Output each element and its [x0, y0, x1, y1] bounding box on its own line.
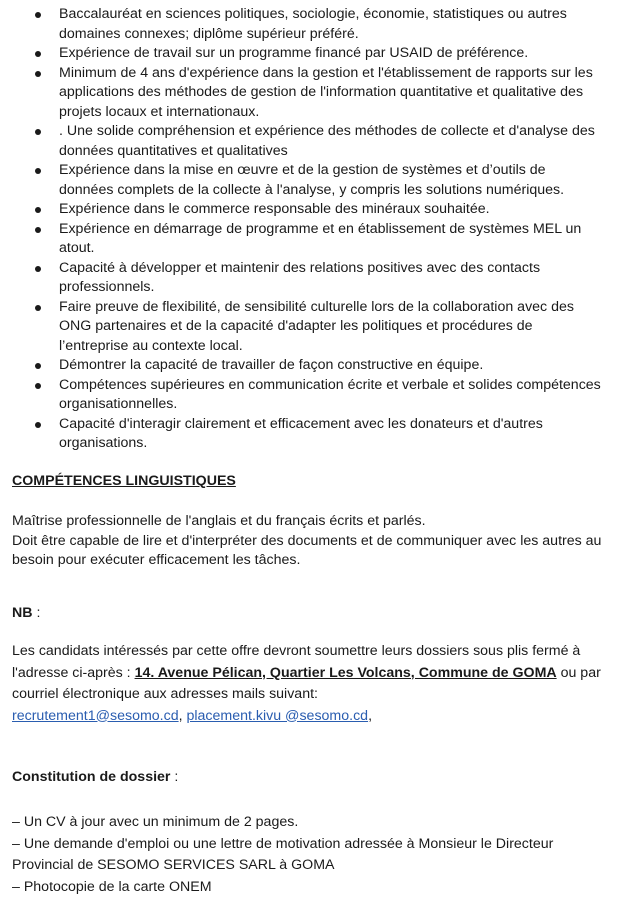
- languages-line-1: Maîtrise professionnelle de l'anglais et du français écrits et parlés.: [12, 512, 608, 532]
- list-item: Minimum de 4 ans d'expérience dans la gestion et l'établissement de rapports sur les applications des méthodes de gestion de l'information quantitative et qualitative des projets locaux et internationaux.: [0, 64, 620, 123]
- list-item: Expérience dans le commerce responsable des minéraux souhaitée.: [0, 200, 620, 220]
- dossier-suffix: :: [170, 769, 178, 785]
- list-item: Faire preuve de flexibilité, de sensibilité culturelle lors de la collaboration avec des ONG partenaires et de la capacité d'adapter les politiques et procédures de l’entreprise au contexte local.: [0, 298, 620, 357]
- dossier-item: – Photocopie de la carte ONEM: [12, 877, 608, 898]
- list-item: Capacité d'interagir clairement et efficacement avec les donateurs et d'autres organisations.: [0, 415, 620, 454]
- dossier-label: Constitution de dossier: [12, 769, 170, 785]
- list-item: Expérience dans la mise en œuvre et de la gestion de systèmes et d’outils de données complets de la collecte à l'analyse, y compris les solutions numériques.: [0, 161, 620, 200]
- email-trailing: ,: [368, 708, 372, 724]
- email-link-recrutement[interactable]: recrutement1@sesomo.cd: [12, 708, 179, 724]
- nb-text-before: Les candidats intéressés par cette offre devront soumettre leurs dossiers sous plis fermé à l'adresse ci-après :: [12, 643, 580, 681]
- nb-paragraph: [12, 641, 608, 727]
- nb-label: NB: [12, 605, 33, 621]
- nb-text-after: ou par courriel électronique aux adresses mails suivant:: [12, 665, 601, 703]
- languages-heading: COMPÉTENCES LINGUISTIQUES: [12, 472, 608, 492]
- email-link-placement[interactable]: placement.kivu @sesomo.cd: [186, 708, 368, 724]
- list-item: Baccalauréat en sciences politiques, sociologie, économie, statistiques ou autres domaines connexes; diplôme supérieur préféré.: [0, 5, 620, 44]
- languages-line-2: Doit être capable de lire et d'interpréter des documents et de communiquer avec les autres au besoin pour exécuter efficacement les tâches.: [12, 532, 608, 571]
- list-item: Démontrer la capacité de travailler de façon constructive en équipe.: [0, 356, 620, 376]
- dossier-heading: [12, 768, 608, 788]
- nb-address: 14. Avenue Pélican, Quartier Les Volcans, Commune de GOMA: [135, 665, 557, 681]
- list-item: Capacité à développer et maintenir des relations positives avec des contacts professionnels.: [0, 259, 620, 298]
- dossier-item: – Une demande d'emploi ou une lettre de motivation adressée à Monsieur le Directeur Provincial de SESOMO SERVICES SARL à GOMA: [12, 834, 608, 877]
- nb-suffix: :: [33, 605, 41, 621]
- nb-heading: [12, 604, 608, 624]
- dossier-list: [12, 812, 608, 898]
- list-item: Expérience de travail sur un programme financé par USAID de préférence.: [0, 44, 620, 64]
- dossier-item: – Un CV à jour avec un minimum de 2 pages.: [12, 812, 608, 834]
- email-separator: ,: [179, 708, 187, 724]
- list-item: Expérience en démarrage de programme et en établissement de systèmes MEL un atout.: [0, 220, 620, 259]
- requirements-list: [0, 5, 620, 454]
- languages-body: [12, 512, 608, 571]
- list-item: . Une solide compréhension et expérience des méthodes de collecte et d'analyse des données quantitatives et qualitatives: [0, 122, 620, 161]
- list-item: Compétences supérieures en communication écrite et verbale et solides compétences organisationnelles.: [0, 376, 620, 415]
